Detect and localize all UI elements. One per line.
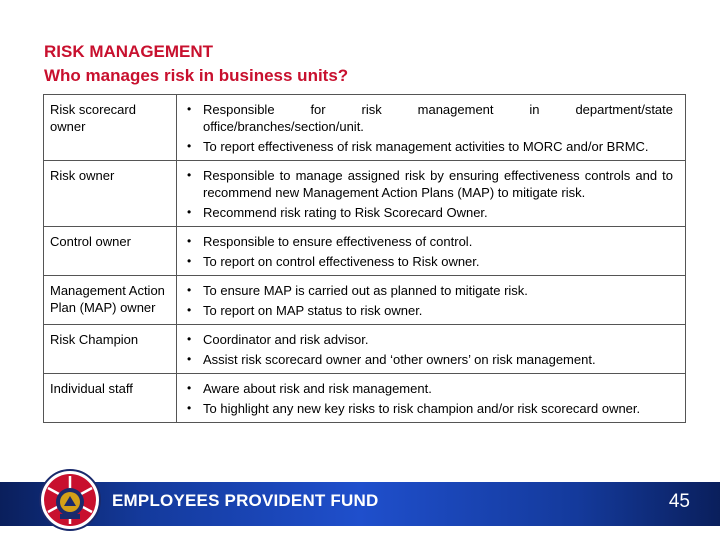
role-cell: Risk owner bbox=[44, 161, 177, 227]
duties-cell bbox=[177, 95, 686, 161]
duties-cell bbox=[177, 325, 686, 374]
duties-cell bbox=[177, 227, 686, 276]
duty-item: • To report effectiveness of risk management activities to MORC and/or BRMC. bbox=[185, 138, 673, 155]
duty-item: • Responsible to ensure effectiveness of control. bbox=[185, 233, 673, 250]
role-cell: Control owner bbox=[44, 227, 177, 276]
duty-item: • Aware about risk and risk management. bbox=[185, 380, 673, 397]
table-row bbox=[44, 374, 686, 423]
duty-item: • Responsible to manage assigned risk by ensuring effectiveness controls and to recommend new Management Action Plans (MAP) to mitigate risk. bbox=[185, 167, 673, 201]
kwsp-emblem-icon bbox=[38, 468, 102, 532]
duty-item: • To ensure MAP is carried out as planned to mitigate risk. bbox=[185, 282, 673, 299]
table-row bbox=[44, 161, 686, 227]
duty-item: • Recommend risk rating to Risk Scorecard Owner. bbox=[185, 204, 673, 221]
footer-organization-name: EMPLOYEES PROVIDENT FUND bbox=[112, 491, 379, 510]
role-cell: Management Action Plan (MAP) owner bbox=[44, 276, 177, 325]
title-block bbox=[44, 40, 348, 88]
duty-item: • To report on control effectiveness to Risk owner. bbox=[185, 253, 673, 270]
table-row bbox=[44, 227, 686, 276]
slide-subtitle: Who manages risk in business units? bbox=[44, 66, 349, 85]
duty-item: • Coordinator and risk advisor. bbox=[185, 331, 673, 348]
duties-cell bbox=[177, 161, 686, 227]
table-row bbox=[44, 95, 686, 161]
risk-roles-table bbox=[43, 94, 686, 423]
duties-cell bbox=[177, 374, 686, 423]
duties-cell bbox=[177, 276, 686, 325]
table-row bbox=[44, 325, 686, 374]
duty-item: • To highlight any new key risks to risk champion and/or risk scorecard owner. bbox=[185, 400, 673, 417]
slide-title: RISK MANAGEMENT bbox=[44, 42, 214, 61]
role-cell: Risk Champion bbox=[44, 325, 177, 374]
duty-item: • Assist risk scorecard owner and ‘other owners’ on risk management. bbox=[185, 351, 673, 368]
duty-item: • Responsible for risk management in department/state office/branches/section/unit. bbox=[185, 101, 673, 135]
duty-item: • To report on MAP status to risk owner. bbox=[185, 302, 673, 319]
page-number: 45 bbox=[668, 491, 690, 512]
role-cell: Risk scorecard owner bbox=[44, 95, 177, 161]
role-cell: Individual staff bbox=[44, 374, 177, 423]
table-row bbox=[44, 276, 686, 325]
